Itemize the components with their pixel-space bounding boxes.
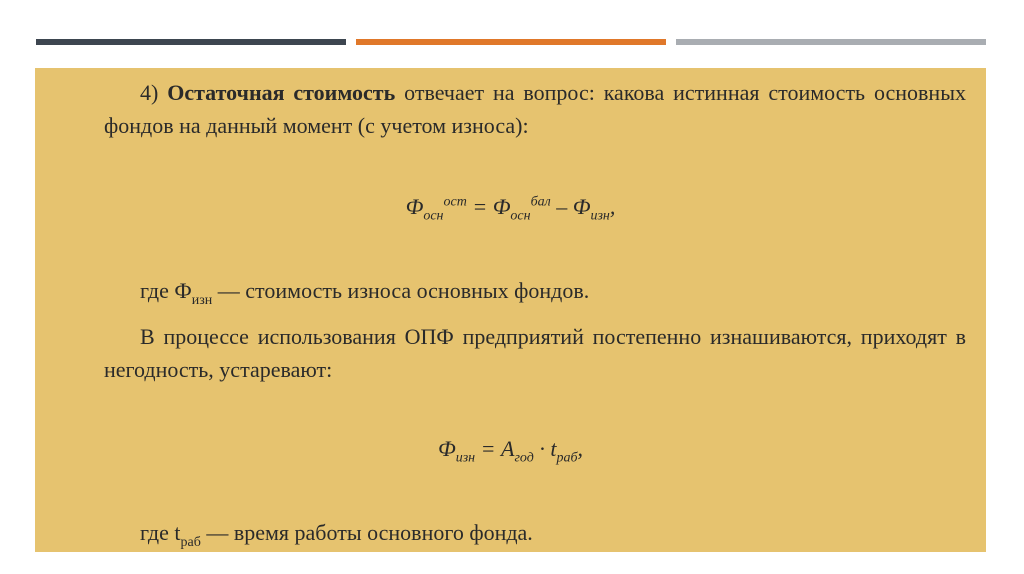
note-text: — время работы основного фонда.: [200, 520, 533, 545]
formula-equals: =: [466, 194, 493, 219]
paragraph-time-note: [140, 516, 966, 549]
formula-comma: ,: [577, 436, 583, 461]
note-subscript: изн: [191, 293, 213, 308]
formula-residual-value: [35, 192, 986, 222]
note-prefix: где t: [140, 520, 181, 545]
formula-subscript: год: [514, 450, 534, 466]
top-bar-orange: [356, 39, 666, 45]
paragraph-depreciation: В процессе использования ОПФ предприятий постепенно изнашиваются, приходят в негодность, устаревают:: [104, 324, 966, 382]
definition-text: отвечает на вопрос: какова истинная стоимость основных фондов на данный момент (с учетом износа):: [104, 80, 966, 138]
note-subscript: раб: [180, 535, 201, 550]
note-prefix: где Ф: [140, 278, 192, 303]
paragraph-wear-note: [140, 274, 966, 307]
formula-comma: ,: [609, 194, 616, 219]
formula-symbol: t: [550, 436, 557, 461]
formula-symbol: Ф: [405, 194, 424, 219]
formula-subscript: изн: [455, 450, 476, 466]
paragraph-definition: [104, 76, 966, 142]
top-bar-dark: [36, 39, 346, 45]
note-text: — стоимость износа основных фондов.: [212, 278, 590, 303]
formula-subscript: осн: [510, 208, 531, 224]
formula-subscript: раб: [556, 450, 578, 466]
formula-subscript: осн: [423, 208, 444, 224]
term-residual-value: Остаточная стоимость: [167, 80, 396, 105]
formula-minus: –: [550, 194, 573, 219]
formula-superscript: бал: [530, 194, 551, 210]
content-panel: [35, 68, 986, 552]
formula-symbol: Ф: [572, 194, 591, 219]
top-bar-gray: [676, 39, 986, 45]
formula-dot: ·: [533, 436, 551, 461]
item-number: 4): [140, 80, 168, 105]
formula-equals: =: [475, 436, 501, 461]
formula-symbol: Ф: [492, 194, 511, 219]
formula-superscript: ост: [443, 194, 467, 210]
formula-subscript: изн: [590, 208, 610, 224]
formula-depreciation: [35, 434, 986, 464]
formula-symbol: Ф: [438, 436, 456, 461]
formula-symbol: А: [501, 436, 515, 461]
